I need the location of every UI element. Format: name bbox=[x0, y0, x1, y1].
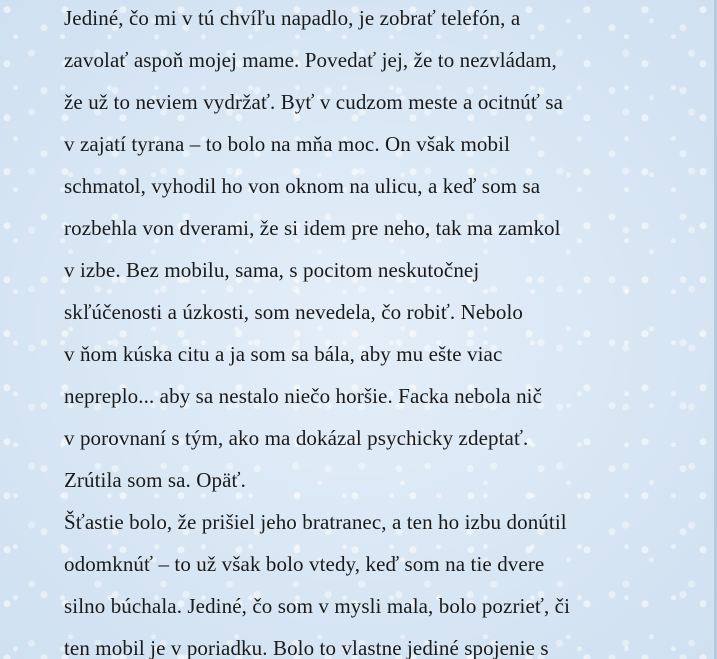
text-line: v porovnaní s tým, ako ma dokázal psychicky zdeptať. bbox=[64, 426, 529, 450]
text-line: Zrútila som sa. Opäť. bbox=[64, 468, 246, 492]
text-line: schmatol, vyhodil ho von oknom na ulicu, a keď som sa bbox=[64, 174, 541, 198]
text-line: Šťastie bolo, že prišiel jeho bratranec, a ten ho izbu donútil bbox=[64, 510, 567, 534]
text-line: v izbe. Bez mobilu, sama, s pocitom neskutočnej bbox=[64, 258, 480, 282]
text-line: že už to neviem vydržať. Byť v cudzom meste a ocitnúť sa bbox=[64, 90, 564, 114]
text-line: rozbehla von dverami, že si idem pre neho, tak ma zamkol bbox=[64, 216, 561, 240]
text-line: Jediné, čo mi v tú chvíľu napadlo, je zobrať telefón, a bbox=[64, 6, 521, 30]
text-line: odomknúť – to už však bolo vtedy, keď som na tie dvere bbox=[64, 552, 545, 576]
text-line: skľúčenosti a úzkosti, som nevedela, čo robiť. Nebolo bbox=[64, 300, 524, 324]
text-line: v zajatí tyrana – to bolo na mňa moc. On však mobil bbox=[64, 132, 510, 156]
text-line: ten mobil je v poriadku. Bolo to vlastne jediné spojenie s bbox=[64, 636, 549, 659]
text-line: zavolať aspoň mojej mame. Povedať jej, že to nezvládam, bbox=[64, 48, 557, 72]
text-line: silno búchala. Jediné, čo som v mysli mala, bolo pozrieť, či bbox=[64, 594, 571, 618]
text-line: v ňom kúska citu a ja som sa bála, aby mu ešte viac bbox=[64, 342, 503, 366]
text-line: nepreplo... aby sa nestalo niečo horšie. Facka nebola nič bbox=[64, 384, 543, 408]
